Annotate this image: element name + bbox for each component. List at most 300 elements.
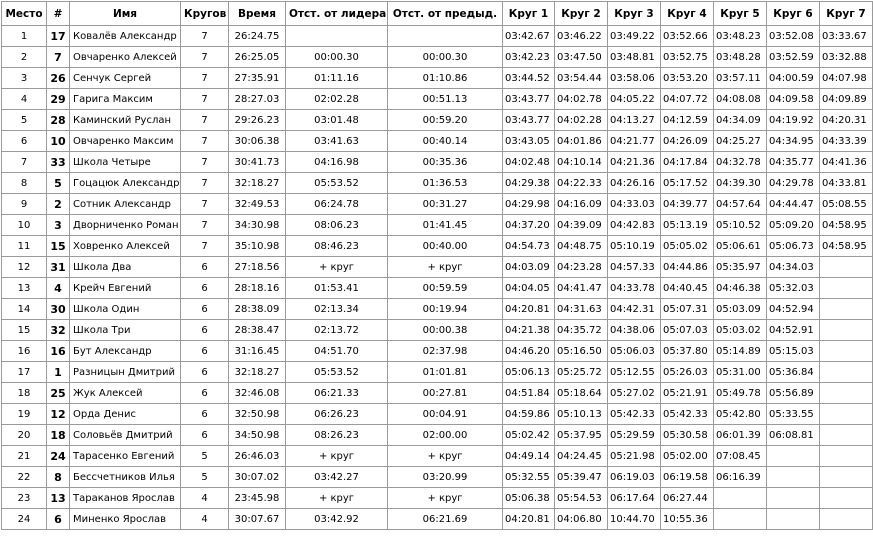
time-cell: 28:38.09 bbox=[229, 299, 286, 320]
laps-cell: 6 bbox=[181, 320, 229, 341]
name-cell: Школа Три bbox=[70, 320, 181, 341]
number-cell: 12 bbox=[47, 404, 70, 425]
lap-time-cell: 04:23.28 bbox=[555, 257, 608, 278]
lap-time-cell: 03:53.20 bbox=[661, 68, 714, 89]
header-laps: Кругов bbox=[181, 2, 229, 26]
lap-time-cell: 04:08.08 bbox=[714, 89, 767, 110]
lap-time-cell: 03:44.52 bbox=[503, 68, 555, 89]
number-cell: 32 bbox=[47, 320, 70, 341]
gap-leader-cell: 06:21.33 bbox=[286, 383, 388, 404]
time-cell: 31:16.45 bbox=[229, 341, 286, 362]
gap-prev-cell: 00:27.81 bbox=[388, 383, 503, 404]
lap-time-cell: 05:12.55 bbox=[608, 362, 661, 383]
gap-prev-cell: 00:19.94 bbox=[388, 299, 503, 320]
lap-time-cell: 04:42.83 bbox=[608, 215, 661, 236]
lap-time-cell: 04:02.28 bbox=[555, 110, 608, 131]
header-lap-7: Круг 7 bbox=[820, 2, 873, 26]
lap-time-cell: 04:09.89 bbox=[820, 89, 873, 110]
lap-time-cell: 03:49.22 bbox=[608, 26, 661, 47]
gap-leader-cell: 03:01.48 bbox=[286, 110, 388, 131]
gap-leader-cell: 01:11.16 bbox=[286, 68, 388, 89]
lap-time-cell: 04:34.03 bbox=[767, 257, 820, 278]
name-cell: Орда Денис bbox=[70, 404, 181, 425]
header-gap-leader: Отст. от лидера bbox=[286, 2, 388, 26]
gap-leader-cell: 02:13.34 bbox=[286, 299, 388, 320]
lap-time-cell: 03:47.50 bbox=[555, 47, 608, 68]
lap-time-cell: 04:26.09 bbox=[661, 131, 714, 152]
number-cell: 17 bbox=[47, 26, 70, 47]
lap-time-cell: 04:21.38 bbox=[503, 320, 555, 341]
lap-time-cell: 04:24.45 bbox=[555, 446, 608, 467]
lap-time-cell: 04:40.45 bbox=[661, 278, 714, 299]
place-cell: 13 bbox=[2, 278, 47, 299]
name-cell: Овчаренко Алексей bbox=[70, 47, 181, 68]
lap-time-cell: 04:20.31 bbox=[820, 110, 873, 131]
time-cell: 26:24.75 bbox=[229, 26, 286, 47]
name-cell: Крейч Евгений bbox=[70, 278, 181, 299]
place-cell: 20 bbox=[2, 425, 47, 446]
lap-time-cell: 05:42.33 bbox=[608, 404, 661, 425]
lap-time-cell: 04:29.78 bbox=[767, 173, 820, 194]
gap-leader-cell: 08:46.23 bbox=[286, 236, 388, 257]
number-cell: 25 bbox=[47, 383, 70, 404]
lap-time-cell: 05:29.59 bbox=[608, 425, 661, 446]
name-cell: Тарасенко Евгений bbox=[70, 446, 181, 467]
lap-time-cell bbox=[767, 488, 820, 509]
number-cell: 29 bbox=[47, 89, 70, 110]
number-cell: 18 bbox=[47, 425, 70, 446]
time-cell: 32:18.27 bbox=[229, 173, 286, 194]
lap-time-cell: 04:19.92 bbox=[767, 110, 820, 131]
number-cell: 8 bbox=[47, 467, 70, 488]
lap-time-cell bbox=[714, 488, 767, 509]
lap-time-cell bbox=[714, 509, 767, 530]
time-cell: 28:18.16 bbox=[229, 278, 286, 299]
header-gap-prev: Отст. от предыд. bbox=[388, 2, 503, 26]
lap-time-cell: 05:02.42 bbox=[503, 425, 555, 446]
gap-prev-cell: 03:20.99 bbox=[388, 467, 503, 488]
lap-time-cell bbox=[767, 467, 820, 488]
lap-time-cell: 04:58.95 bbox=[820, 236, 873, 257]
results-body bbox=[2, 26, 873, 530]
results-table bbox=[1, 1, 873, 530]
laps-cell: 6 bbox=[181, 257, 229, 278]
lap-time-cell: 04:35.72 bbox=[555, 320, 608, 341]
lap-time-cell: 05:16.50 bbox=[555, 341, 608, 362]
place-cell: 5 bbox=[2, 110, 47, 131]
gap-prev-cell: + круг bbox=[388, 488, 503, 509]
place-cell: 17 bbox=[2, 362, 47, 383]
table-row bbox=[2, 68, 873, 89]
table-row bbox=[2, 215, 873, 236]
name-cell: Овчаренко Максим bbox=[70, 131, 181, 152]
number-cell: 7 bbox=[47, 47, 70, 68]
place-cell: 22 bbox=[2, 467, 47, 488]
lap-time-cell: 05:10.52 bbox=[714, 215, 767, 236]
time-cell: 23:45.98 bbox=[229, 488, 286, 509]
number-cell: 33 bbox=[47, 152, 70, 173]
lap-time-cell: 05:06.73 bbox=[767, 236, 820, 257]
lap-time-cell: 05:35.97 bbox=[714, 257, 767, 278]
lap-time-cell: 03:48.23 bbox=[714, 26, 767, 47]
place-cell: 24 bbox=[2, 509, 47, 530]
lap-time-cell: 04:46.38 bbox=[714, 278, 767, 299]
lap-time-cell: 04:25.27 bbox=[714, 131, 767, 152]
lap-time-cell: 04:21.36 bbox=[608, 152, 661, 173]
lap-time-cell: 03:43.05 bbox=[503, 131, 555, 152]
lap-time-cell: 05:03.02 bbox=[714, 320, 767, 341]
header-place: Место bbox=[2, 2, 47, 26]
laps-cell: 7 bbox=[181, 110, 229, 131]
name-cell: Разницын Дмитрий bbox=[70, 362, 181, 383]
header-lap-3: Круг 3 bbox=[608, 2, 661, 26]
place-cell: 12 bbox=[2, 257, 47, 278]
lap-time-cell: 10:44.70 bbox=[608, 509, 661, 530]
time-cell: 32:46.08 bbox=[229, 383, 286, 404]
time-cell: 32:50.98 bbox=[229, 404, 286, 425]
lap-time-cell: 05:15.03 bbox=[767, 341, 820, 362]
gap-prev-cell bbox=[388, 26, 503, 47]
lap-time-cell: 04:20.81 bbox=[503, 299, 555, 320]
lap-time-cell: 05:09.20 bbox=[767, 215, 820, 236]
lap-time-cell: 05:06.03 bbox=[608, 341, 661, 362]
header-time: Время bbox=[229, 2, 286, 26]
name-cell: Гарига Максим bbox=[70, 89, 181, 110]
lap-time-cell bbox=[820, 362, 873, 383]
lap-time-cell: 04:54.73 bbox=[503, 236, 555, 257]
lap-time-cell: 03:46.22 bbox=[555, 26, 608, 47]
lap-time-cell bbox=[767, 509, 820, 530]
lap-time-cell: 04:21.77 bbox=[608, 131, 661, 152]
gap-prev-cell: 02:00.00 bbox=[388, 425, 503, 446]
time-cell: 32:49.53 bbox=[229, 194, 286, 215]
lap-time-cell: 06:19.58 bbox=[661, 467, 714, 488]
time-cell: 28:38.47 bbox=[229, 320, 286, 341]
lap-time-cell: 03:48.28 bbox=[714, 47, 767, 68]
time-cell: 34:30.98 bbox=[229, 215, 286, 236]
table-row bbox=[2, 509, 873, 530]
name-cell: Ховренко Алексей bbox=[70, 236, 181, 257]
table-row bbox=[2, 89, 873, 110]
lap-time-cell: 04:29.98 bbox=[503, 194, 555, 215]
gap-leader-cell: 02:13.72 bbox=[286, 320, 388, 341]
number-cell: 4 bbox=[47, 278, 70, 299]
lap-time-cell: 04:09.58 bbox=[767, 89, 820, 110]
lap-time-cell: 04:02.78 bbox=[555, 89, 608, 110]
lap-time-cell: 04:02.48 bbox=[503, 152, 555, 173]
gap-prev-cell: 00:31.27 bbox=[388, 194, 503, 215]
laps-cell: 6 bbox=[181, 341, 229, 362]
lap-time-cell: 06:17.64 bbox=[608, 488, 661, 509]
gap-leader-cell: 04:51.70 bbox=[286, 341, 388, 362]
lap-time-cell: 04:07.98 bbox=[820, 68, 873, 89]
lap-time-cell: 03:42.67 bbox=[503, 26, 555, 47]
number-cell: 30 bbox=[47, 299, 70, 320]
place-cell: 23 bbox=[2, 488, 47, 509]
lap-time-cell: 05:06.61 bbox=[714, 236, 767, 257]
lap-time-cell bbox=[820, 404, 873, 425]
table-row bbox=[2, 173, 873, 194]
gap-leader-cell: 01:53.41 bbox=[286, 278, 388, 299]
lap-time-cell: 05:08.55 bbox=[820, 194, 873, 215]
lap-time-cell: 05:02.00 bbox=[661, 446, 714, 467]
lap-time-cell: 04:34.95 bbox=[767, 131, 820, 152]
gap-prev-cell: 00:00.30 bbox=[388, 47, 503, 68]
time-cell: 29:26.23 bbox=[229, 110, 286, 131]
gap-leader-cell: 00:00.30 bbox=[286, 47, 388, 68]
laps-cell: 5 bbox=[181, 446, 229, 467]
lap-time-cell: 05:18.64 bbox=[555, 383, 608, 404]
gap-leader-cell: 04:16.98 bbox=[286, 152, 388, 173]
lap-time-cell: 05:56.89 bbox=[767, 383, 820, 404]
lap-time-cell: 04:22.33 bbox=[555, 173, 608, 194]
place-cell: 16 bbox=[2, 341, 47, 362]
lap-time-cell: 04:57.33 bbox=[608, 257, 661, 278]
laps-cell: 7 bbox=[181, 194, 229, 215]
lap-time-cell: 05:06.13 bbox=[503, 362, 555, 383]
lap-time-cell: 04:33.81 bbox=[820, 173, 873, 194]
header-number: # bbox=[47, 2, 70, 26]
lap-time-cell: 04:38.06 bbox=[608, 320, 661, 341]
laps-cell: 4 bbox=[181, 509, 229, 530]
laps-cell: 6 bbox=[181, 278, 229, 299]
lap-time-cell: 04:06.80 bbox=[555, 509, 608, 530]
gap-leader-cell: 05:53.52 bbox=[286, 362, 388, 383]
number-cell: 10 bbox=[47, 131, 70, 152]
lap-time-cell: 04:41.36 bbox=[820, 152, 873, 173]
gap-leader-cell: + круг bbox=[286, 446, 388, 467]
lap-time-cell: 04:05.22 bbox=[608, 89, 661, 110]
lap-time-cell: 06:27.44 bbox=[661, 488, 714, 509]
laps-cell: 4 bbox=[181, 488, 229, 509]
lap-time-cell: 06:19.03 bbox=[608, 467, 661, 488]
table-row bbox=[2, 236, 873, 257]
gap-leader-cell: 03:41.63 bbox=[286, 131, 388, 152]
time-cell: 32:18.27 bbox=[229, 362, 286, 383]
lap-time-cell: 04:35.77 bbox=[767, 152, 820, 173]
name-cell: Бут Александр bbox=[70, 341, 181, 362]
lap-time-cell: 04:17.84 bbox=[661, 152, 714, 173]
gap-prev-cell: 01:10.86 bbox=[388, 68, 503, 89]
lap-time-cell: 03:52.08 bbox=[767, 26, 820, 47]
lap-time-cell: 04:00.59 bbox=[767, 68, 820, 89]
time-cell: 35:10.98 bbox=[229, 236, 286, 257]
gap-leader-cell bbox=[286, 26, 388, 47]
lap-time-cell: 04:01.86 bbox=[555, 131, 608, 152]
lap-time-cell: 03:43.77 bbox=[503, 89, 555, 110]
lap-time-cell: 05:10.13 bbox=[555, 404, 608, 425]
header-row bbox=[2, 2, 873, 26]
lap-time-cell bbox=[767, 446, 820, 467]
laps-cell: 6 bbox=[181, 404, 229, 425]
laps-cell: 5 bbox=[181, 467, 229, 488]
lap-time-cell: 04:10.14 bbox=[555, 152, 608, 173]
laps-cell: 7 bbox=[181, 89, 229, 110]
lap-time-cell: 03:52.66 bbox=[661, 26, 714, 47]
lap-time-cell: 05:37.80 bbox=[661, 341, 714, 362]
laps-cell: 7 bbox=[181, 215, 229, 236]
lap-time-cell: 05:10.19 bbox=[608, 236, 661, 257]
gap-prev-cell: 06:21.69 bbox=[388, 509, 503, 530]
lap-time-cell bbox=[820, 257, 873, 278]
place-cell: 15 bbox=[2, 320, 47, 341]
time-cell: 30:07.67 bbox=[229, 509, 286, 530]
number-cell: 2 bbox=[47, 194, 70, 215]
lap-time-cell: 03:48.81 bbox=[608, 47, 661, 68]
lap-time-cell: 04:32.78 bbox=[714, 152, 767, 173]
place-cell: 2 bbox=[2, 47, 47, 68]
gap-leader-cell: 08:26.23 bbox=[286, 425, 388, 446]
time-cell: 30:06.38 bbox=[229, 131, 286, 152]
lap-time-cell: 05:14.89 bbox=[714, 341, 767, 362]
gap-leader-cell: 08:06.23 bbox=[286, 215, 388, 236]
name-cell: Соловьёв Дмитрий bbox=[70, 425, 181, 446]
gap-leader-cell: + круг bbox=[286, 488, 388, 509]
name-cell: Тараканов Ярослав bbox=[70, 488, 181, 509]
header-name: Имя bbox=[70, 2, 181, 26]
lap-time-cell: 05:21.91 bbox=[661, 383, 714, 404]
lap-time-cell: 05:31.00 bbox=[714, 362, 767, 383]
lap-time-cell: 05:32.55 bbox=[503, 467, 555, 488]
laps-cell: 7 bbox=[181, 68, 229, 89]
lap-time-cell: 03:57.11 bbox=[714, 68, 767, 89]
lap-time-cell: 05:21.98 bbox=[608, 446, 661, 467]
number-cell: 6 bbox=[47, 509, 70, 530]
lap-time-cell: 05:37.95 bbox=[555, 425, 608, 446]
lap-time-cell: 04:44.86 bbox=[661, 257, 714, 278]
lap-time-cell: 05:07.31 bbox=[661, 299, 714, 320]
name-cell: Школа Два bbox=[70, 257, 181, 278]
gap-prev-cell: 00:51.13 bbox=[388, 89, 503, 110]
name-cell: Бессчетников Илья bbox=[70, 467, 181, 488]
lap-time-cell: 04:41.47 bbox=[555, 278, 608, 299]
lap-time-cell: 03:54.44 bbox=[555, 68, 608, 89]
place-cell: 8 bbox=[2, 173, 47, 194]
lap-time-cell: 03:52.75 bbox=[661, 47, 714, 68]
lap-time-cell: 05:42.33 bbox=[661, 404, 714, 425]
lap-time-cell: 05:30.58 bbox=[661, 425, 714, 446]
name-cell: Школа Четыре bbox=[70, 152, 181, 173]
lap-time-cell: 04:59.86 bbox=[503, 404, 555, 425]
lap-time-cell: 06:16.39 bbox=[714, 467, 767, 488]
time-cell: 34:50.98 bbox=[229, 425, 286, 446]
place-cell: 9 bbox=[2, 194, 47, 215]
table-row bbox=[2, 47, 873, 68]
lap-time-cell: 05:27.02 bbox=[608, 383, 661, 404]
lap-time-cell bbox=[820, 446, 873, 467]
lap-time-cell: 04:48.75 bbox=[555, 236, 608, 257]
name-cell: Гоцацюк Александр bbox=[70, 173, 181, 194]
lap-time-cell: 05:17.52 bbox=[661, 173, 714, 194]
time-cell: 26:46.03 bbox=[229, 446, 286, 467]
laps-cell: 7 bbox=[181, 152, 229, 173]
lap-time-cell: 05:49.78 bbox=[714, 383, 767, 404]
gap-prev-cell: 00:00.38 bbox=[388, 320, 503, 341]
lap-time-cell: 05:03.09 bbox=[714, 299, 767, 320]
number-cell: 26 bbox=[47, 68, 70, 89]
place-cell: 19 bbox=[2, 404, 47, 425]
laps-cell: 7 bbox=[181, 236, 229, 257]
laps-cell: 7 bbox=[181, 26, 229, 47]
lap-time-cell: 04:57.64 bbox=[714, 194, 767, 215]
number-cell: 5 bbox=[47, 173, 70, 194]
header-lap-4: Круг 4 bbox=[661, 2, 714, 26]
table-row bbox=[2, 257, 873, 278]
laps-cell: 7 bbox=[181, 173, 229, 194]
table-row bbox=[2, 131, 873, 152]
lap-time-cell: 04:49.14 bbox=[503, 446, 555, 467]
lap-time-cell: 04:16.09 bbox=[555, 194, 608, 215]
lap-time-cell: 04:51.84 bbox=[503, 383, 555, 404]
laps-cell: 6 bbox=[181, 299, 229, 320]
name-cell: Миненко Ярослав bbox=[70, 509, 181, 530]
lap-time-cell: 04:12.59 bbox=[661, 110, 714, 131]
name-cell: Дворниченко Роман bbox=[70, 215, 181, 236]
lap-time-cell bbox=[820, 488, 873, 509]
lap-time-cell: 05:42.80 bbox=[714, 404, 767, 425]
header-lap-1: Круг 1 bbox=[503, 2, 555, 26]
lap-time-cell: 04:20.81 bbox=[503, 509, 555, 530]
lap-time-cell: 07:08.45 bbox=[714, 446, 767, 467]
gap-leader-cell: 03:42.27 bbox=[286, 467, 388, 488]
gap-leader-cell: 06:24.78 bbox=[286, 194, 388, 215]
lap-time-cell: 04:39.09 bbox=[555, 215, 608, 236]
gap-prev-cell: 00:04.91 bbox=[388, 404, 503, 425]
laps-cell: 6 bbox=[181, 425, 229, 446]
lap-time-cell bbox=[820, 299, 873, 320]
lap-time-cell: 06:01.39 bbox=[714, 425, 767, 446]
place-cell: 6 bbox=[2, 131, 47, 152]
lap-time-cell: 04:04.05 bbox=[503, 278, 555, 299]
gap-prev-cell: 00:59.59 bbox=[388, 278, 503, 299]
lap-time-cell: 04:34.09 bbox=[714, 110, 767, 131]
gap-prev-cell: 00:40.14 bbox=[388, 131, 503, 152]
lap-time-cell: 04:46.20 bbox=[503, 341, 555, 362]
laps-cell: 6 bbox=[181, 362, 229, 383]
place-cell: 18 bbox=[2, 383, 47, 404]
gap-prev-cell: 00:35.36 bbox=[388, 152, 503, 173]
lap-time-cell: 05:33.55 bbox=[767, 404, 820, 425]
lap-time-cell: 04:13.27 bbox=[608, 110, 661, 131]
place-cell: 10 bbox=[2, 215, 47, 236]
table-row bbox=[2, 320, 873, 341]
gap-leader-cell: 05:53.52 bbox=[286, 173, 388, 194]
lap-time-cell: 05:32.03 bbox=[767, 278, 820, 299]
time-cell: 28:27.03 bbox=[229, 89, 286, 110]
place-cell: 1 bbox=[2, 26, 47, 47]
name-cell: Сотник Александр bbox=[70, 194, 181, 215]
number-cell: 28 bbox=[47, 110, 70, 131]
table-row bbox=[2, 194, 873, 215]
laps-cell: 7 bbox=[181, 131, 229, 152]
number-cell: 31 bbox=[47, 257, 70, 278]
gap-prev-cell: + круг bbox=[388, 446, 503, 467]
time-cell: 27:18.56 bbox=[229, 257, 286, 278]
time-cell: 27:35.91 bbox=[229, 68, 286, 89]
lap-time-cell bbox=[820, 341, 873, 362]
lap-time-cell: 04:26.16 bbox=[608, 173, 661, 194]
lap-time-cell: 05:05.02 bbox=[661, 236, 714, 257]
place-cell: 11 bbox=[2, 236, 47, 257]
lap-time-cell: 04:42.31 bbox=[608, 299, 661, 320]
lap-time-cell: 05:26.03 bbox=[661, 362, 714, 383]
lap-time-cell: 04:39.77 bbox=[661, 194, 714, 215]
gap-prev-cell: 00:59.20 bbox=[388, 110, 503, 131]
lap-time-cell bbox=[820, 383, 873, 404]
name-cell: Сенчук Сергей bbox=[70, 68, 181, 89]
lap-time-cell: 10:55.36 bbox=[661, 509, 714, 530]
place-cell: 14 bbox=[2, 299, 47, 320]
